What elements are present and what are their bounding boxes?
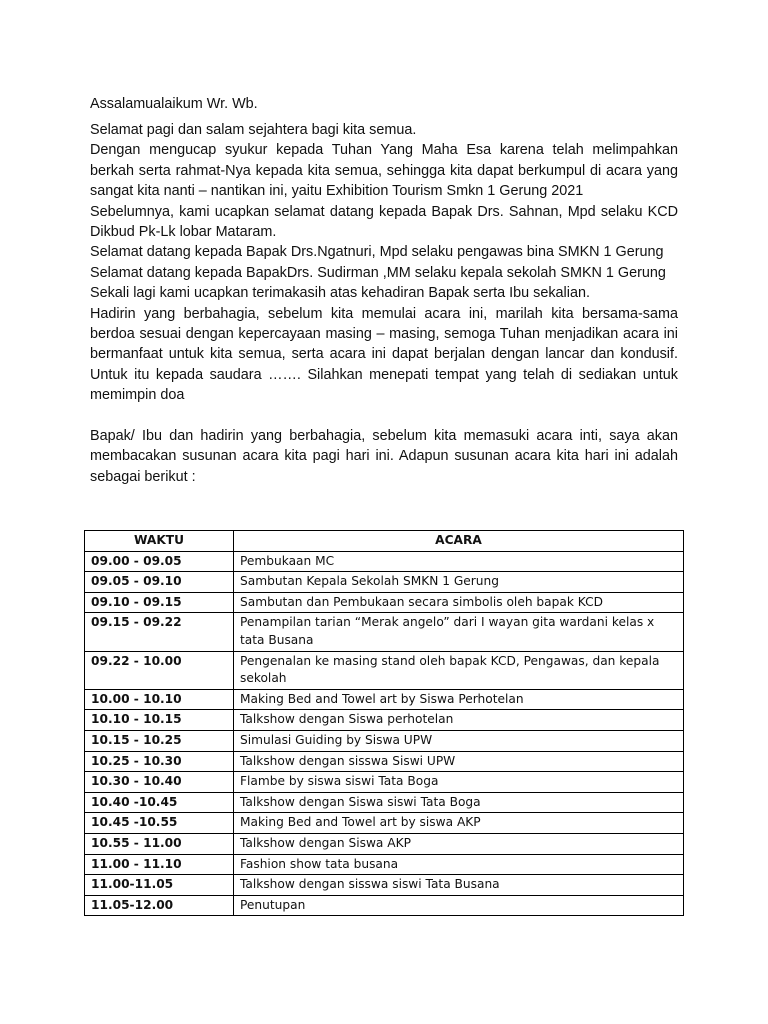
cell-event: Simulasi Guiding by Siswa UPW: [234, 730, 684, 751]
table-row: [85, 689, 684, 710]
paragraph-welcome: Selamat pagi dan salam sejahtera bagi kita semua.: [90, 122, 417, 138]
cell-event: Talkshow dengan Siswa siswi Tata Boga: [234, 792, 684, 813]
paragraph-gratitude: Dengan mengucap syukur kepada Tuhan Yang Maha Esa karena telah melimpahkan berkah serta rahmat-Nya kepada kita semua, sehingga kita dapat berkumpul di acara yang sangat kita nanti – nantikan ini, yaitu Exhibition Tourism Smkn 1 Gerung 2021: [90, 142, 678, 200]
table-row: [85, 792, 684, 813]
cell-event: Penampilan tarian “Merak angelo” dari I wayan gita wardani kelas x tata Busana: [234, 613, 684, 651]
table-row: [85, 613, 684, 651]
cell-event: Making Bed and Towel art by Siswa Perhotelan: [234, 689, 684, 710]
cell-time: 11.00 - 11.10: [85, 854, 234, 875]
cell-time: 10.10 - 10.15: [85, 710, 234, 731]
cell-event: Talkshow dengan sisswa Siswi UPW: [234, 751, 684, 772]
table-row: [85, 854, 684, 875]
cell-time: 10.15 - 10.25: [85, 730, 234, 751]
table-row: [85, 572, 684, 593]
cell-event: Sambutan Kepala Sekolah SMKN 1 Gerung: [234, 572, 684, 593]
table-row: [85, 895, 684, 916]
cell-time: 10.30 - 10.40: [85, 772, 234, 793]
greeting: Assalamualaikum Wr. Wb.: [90, 96, 258, 112]
cell-event: Talkshow dengan Siswa AKP: [234, 833, 684, 854]
cell-time: 09.00 - 09.05: [85, 551, 234, 572]
paragraph-thanks: Sekali lagi kami ucapkan terimakasih atas kehadiran Bapak serta Ibu sekalian.: [90, 285, 590, 302]
cell-event: Pengenalan ke masing stand oleh bapak KCD, Pengawas, dan kepala sekolah: [234, 651, 684, 689]
table-row: [85, 833, 684, 854]
cell-event: Talkshow dengan Siswa perhotelan: [234, 710, 684, 731]
cell-time: 10.40 -10.45: [85, 792, 234, 813]
paragraph-welcome-principal: Selamat datang kepada BapakDrs. Sudirman ,MM selaku kepala sekolah SMKN 1 Gerung: [90, 264, 666, 281]
cell-event: Pembukaan MC: [234, 551, 684, 572]
cell-time: 10.45 -10.55: [85, 813, 234, 834]
header-waktu: WAKTU: [85, 531, 234, 552]
table-row: [85, 875, 684, 896]
cell-event: Fashion show tata busana: [234, 854, 684, 875]
paragraph-prayer: Hadirin yang berbahagia, sebelum kita memulai acara ini, marilah kita bersama-sama berdoa sesuai dengan kepercayaan masing – masing, semoga Tuhan menjadikan acara ini bermanfaat untuk kita semua, serta acara ini dapat berjalan dengan lancar dan kondusif. Untuk itu kepada saudara ……. Silahkan menepati tempat yang telah di sediakan untuk memimpin doa: [90, 305, 678, 404]
cell-event: Making Bed and Towel art by siswa AKP: [234, 813, 684, 834]
table-row: [85, 813, 684, 834]
table-row: [85, 751, 684, 772]
table-row: [85, 551, 684, 572]
paragraph-welcome-supervisor: Selamat datang kepada Bapak Drs.Ngatnuri, Mpd selaku pengawas bina SMKN 1 Gerung: [90, 244, 664, 261]
cell-time: 09.10 - 09.15: [85, 592, 234, 613]
header-acara: ACARA: [234, 531, 684, 552]
table-row: [85, 651, 684, 689]
cell-time: 11.05-12.00: [85, 895, 234, 916]
cell-event: Sambutan dan Pembukaan secara simbolis oleh bapak KCD: [234, 592, 684, 613]
cell-time: 11.00-11.05: [85, 875, 234, 896]
cell-time: 10.55 - 11.00: [85, 833, 234, 854]
cell-event: Flambe by siswa siswi Tata Boga: [234, 772, 684, 793]
cell-time: 09.15 - 09.22: [85, 613, 234, 651]
document-body: [90, 94, 678, 487]
cell-time: 10.00 - 10.10: [85, 689, 234, 710]
cell-time: 10.25 - 10.30: [85, 751, 234, 772]
table-row: [85, 592, 684, 613]
cell-time: 09.22 - 10.00: [85, 651, 234, 689]
table-row: [85, 772, 684, 793]
agenda-header-row: [85, 531, 684, 552]
table-row: [85, 710, 684, 731]
paragraph-welcome-kcd: Sebelumnya, kami ucapkan selamat datang kepada Bapak Drs. Sahnan, Mpd selaku KCD Dikbud Pk-Lk lobar Mataram.: [90, 203, 678, 241]
agenda-table: [84, 530, 684, 916]
table-row: [85, 730, 684, 751]
cell-time: 09.05 - 09.10: [85, 572, 234, 593]
cell-event: Talkshow dengan sisswa siswi Tata Busana: [234, 875, 684, 896]
cell-event: Penutupan: [234, 895, 684, 916]
paragraph-agenda-intro: Bapak/ Ibu dan hadirin yang berbahagia, sebelum kita memasuki acara inti, saya akan membacakan susunan acara kita pagi hari ini. Adapun susunan acara kita hari ini adalah sebagai berikut :: [90, 427, 678, 485]
